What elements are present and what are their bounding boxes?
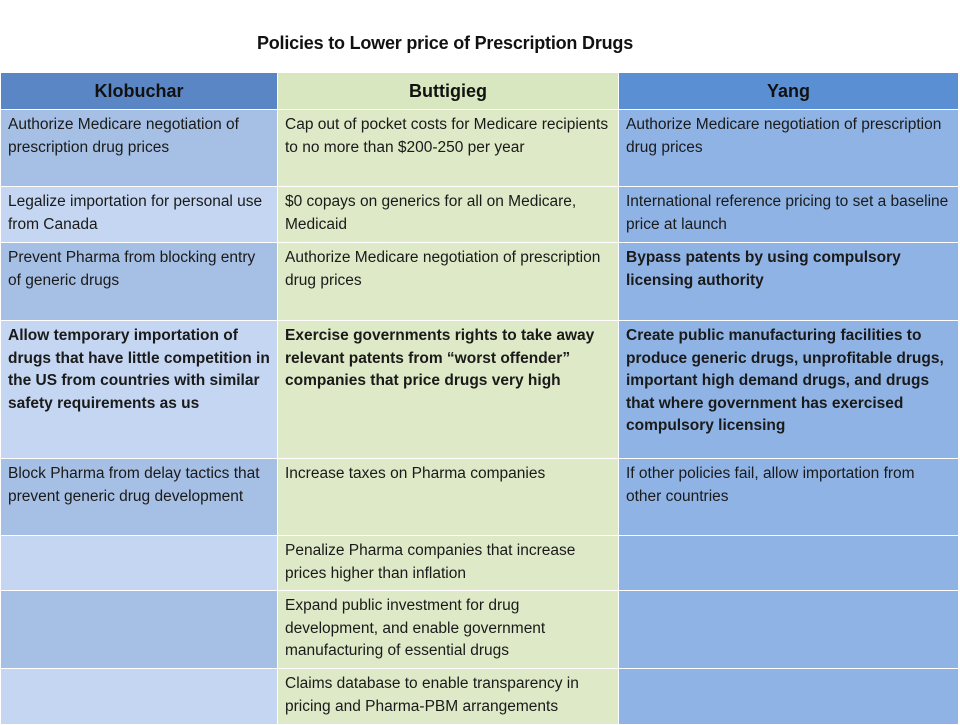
yang-policy-cell: If other policies fail, allow importation from other countries (619, 459, 959, 536)
buttigieg-policy-cell: Exercise governments rights to take away relevant patents from “worst offender” companies that price drugs very high (278, 321, 619, 459)
table-header-row (1, 73, 959, 110)
yang-policy-cell: Bypass patents by using compulsory licensing authority (619, 243, 959, 321)
yang-policy-cell (619, 536, 959, 591)
klobuchar-policy-cell: Authorize Medicare negotiation of prescription drug prices (1, 110, 278, 187)
policy-comparison-table (0, 72, 959, 725)
table-row (1, 110, 959, 187)
table-row (1, 321, 959, 459)
table-row (1, 459, 959, 536)
column-header-klobuchar: Klobuchar (1, 73, 278, 110)
yang-policy-cell: Authorize Medicare negotiation of prescription drug prices (619, 110, 959, 187)
klobuchar-policy-cell (1, 591, 278, 669)
yang-policy-cell: Create public manufacturing facilities to produce generic drugs, unprofitable drugs, important high demand drugs, and drugs that where government has exercised compulsory licensing (619, 321, 959, 459)
table-row (1, 591, 959, 669)
klobuchar-policy-cell: Legalize importation for personal use from Canada (1, 187, 278, 243)
column-header-yang: Yang (619, 73, 959, 110)
table-row (1, 187, 959, 243)
yang-policy-cell (619, 669, 959, 725)
klobuchar-policy-cell: Prevent Pharma from blocking entry of generic drugs (1, 243, 278, 321)
yang-policy-cell (619, 591, 959, 669)
table-row (1, 536, 959, 591)
klobuchar-policy-cell (1, 669, 278, 725)
buttigieg-policy-cell: Authorize Medicare negotiation of prescription drug prices (278, 243, 619, 321)
buttigieg-policy-cell: Cap out of pocket costs for Medicare recipients to no more than $200-250 per year (278, 110, 619, 187)
buttigieg-policy-cell: Penalize Pharma companies that increase prices higher than inflation (278, 536, 619, 591)
table-row (1, 243, 959, 321)
buttigieg-policy-cell: Expand public investment for drug development, and enable government manufacturing of essential drugs (278, 591, 619, 669)
klobuchar-policy-cell: Block Pharma from delay tactics that prevent generic drug development (1, 459, 278, 536)
klobuchar-policy-cell (1, 536, 278, 591)
buttigieg-policy-cell: Increase taxes on Pharma companies (278, 459, 619, 536)
klobuchar-policy-cell: Allow temporary importation of drugs that have little competition in the US from countries with similar safety requirements as us (1, 321, 278, 459)
yang-policy-cell: International reference pricing to set a baseline price at launch (619, 187, 959, 243)
page-title: Policies to Lower price of Prescription Drugs (256, 33, 634, 53)
buttigieg-policy-cell: Claims database to enable transparency in pricing and Pharma-PBM arrangements (278, 669, 619, 725)
column-header-buttigieg: Buttigieg (278, 73, 619, 110)
table-row (1, 669, 959, 725)
buttigieg-policy-cell: $0 copays on generics for all on Medicare, Medicaid (278, 187, 619, 243)
